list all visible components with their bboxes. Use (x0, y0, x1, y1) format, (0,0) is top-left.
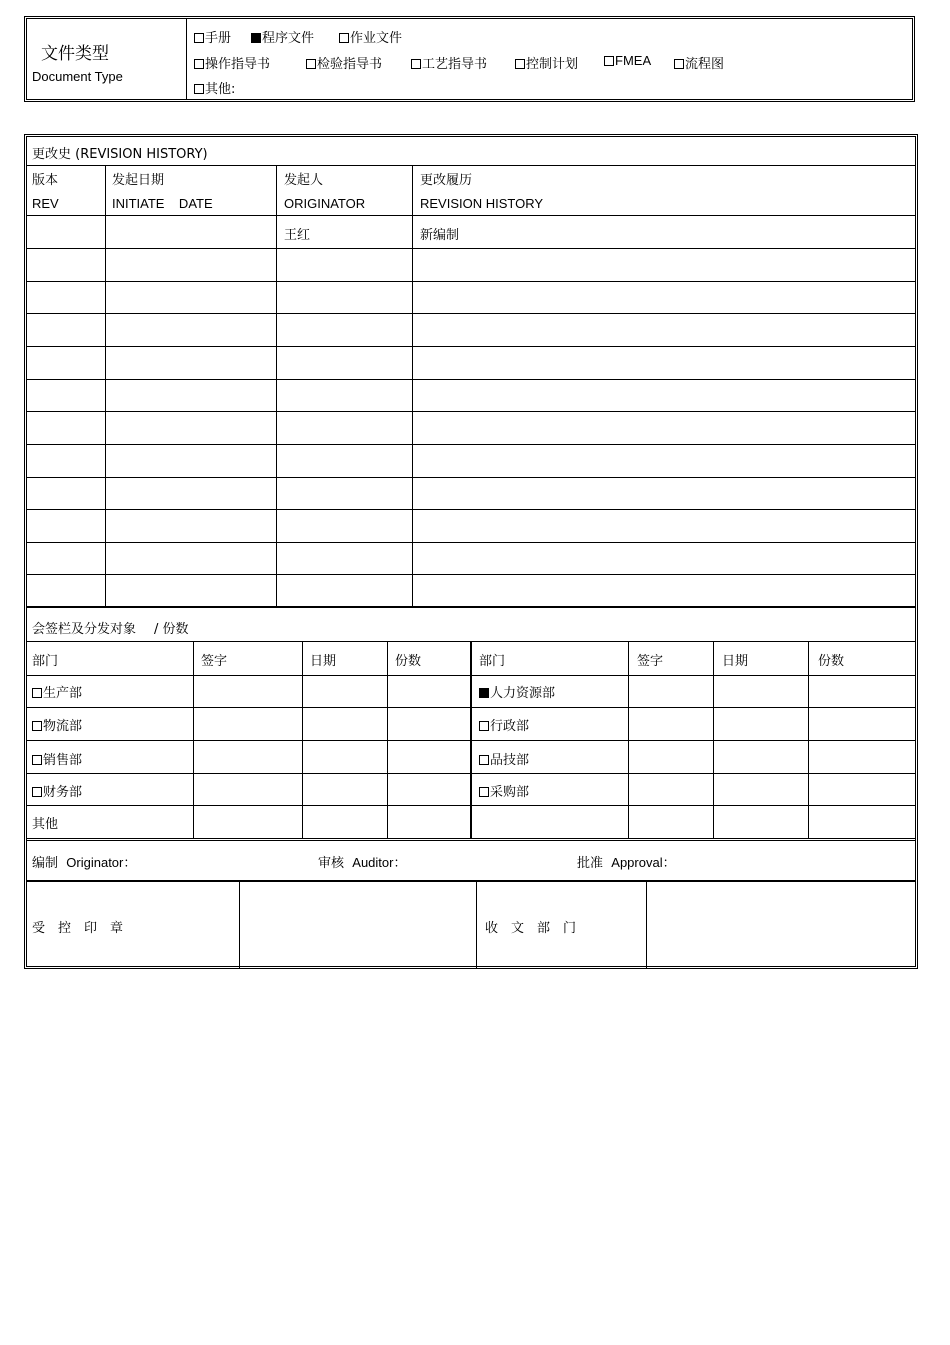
dept-logistics[interactable]: 物流部 (32, 715, 82, 734)
revision-history-title: 更改史 (REVISION HISTORY) (32, 147, 208, 162)
dept-quality-tech[interactable]: 品技部 (479, 749, 529, 768)
checkbox-icon[interactable] (515, 59, 525, 69)
checkbox-icon[interactable] (32, 787, 42, 797)
option-other[interactable]: 其他: (194, 78, 235, 97)
option-control-plan[interactable]: 控制计划 (515, 53, 578, 72)
originator-field[interactable]: 编制 Originator： (32, 855, 137, 871)
option-fmea[interactable]: FMEA (604, 53, 651, 68)
checkbox-icon[interactable] (194, 33, 204, 43)
dist-header-dept-right: 部门 (479, 654, 506, 669)
dept-hr[interactable]: 人力资源部 (479, 682, 555, 701)
checkbox-icon[interactable] (32, 688, 42, 698)
document-type-box (24, 16, 915, 102)
checkbox-icon[interactable] (479, 721, 489, 731)
checkbox-icon[interactable] (479, 755, 489, 765)
distribution-title: 会签栏及分发对象 / 份数 (32, 622, 189, 637)
checkbox-icon[interactable] (479, 787, 489, 797)
checkbox-icon[interactable] (194, 59, 204, 69)
header-date-cn: 发起日期 (112, 173, 165, 188)
header-date-en: INITIATE DATE (112, 196, 213, 211)
approval-field[interactable]: 批准 Approval： (577, 855, 676, 871)
table-cell-history[interactable]: 新编制 (420, 228, 460, 243)
document-type-title-en: Document Type (32, 69, 123, 84)
header-originator-en: ORIGINATOR (284, 196, 366, 211)
dept-sales[interactable]: 销售部 (32, 749, 82, 768)
header-history-cn: 更改履历 (420, 173, 473, 188)
receiving-department-label: 收 文 部 门 (485, 921, 577, 936)
option-work-file[interactable]: 作业文件 (339, 27, 402, 46)
checkbox-checked-icon[interactable] (479, 688, 489, 698)
dist-header-dept: 部门 (32, 654, 59, 669)
header-originator-cn: 发起人 (284, 173, 324, 188)
checkbox-icon[interactable] (604, 56, 614, 66)
dist-header-copies-right: 份数 (818, 654, 845, 669)
header-rev-cn: 版本 (32, 173, 59, 188)
document-type-title-cn: 文件类型 (41, 44, 109, 64)
dist-header-sign-right: 签字 (637, 654, 664, 669)
divider (27, 215, 915, 216)
dist-header-copies: 份数 (395, 654, 422, 669)
option-inspection-guide[interactable]: 检验指导书 (306, 53, 382, 72)
header-rev-en: REV (32, 196, 59, 211)
dept-other: 其他 (32, 817, 59, 832)
table-cell-originator[interactable]: 王红 (284, 228, 311, 243)
checkbox-icon[interactable] (194, 84, 204, 94)
dept-admin[interactable]: 行政部 (479, 715, 529, 734)
checkbox-checked-icon[interactable] (251, 33, 261, 43)
option-process-guide[interactable]: 工艺指导书 (411, 53, 487, 72)
checkbox-icon[interactable] (32, 755, 42, 765)
dist-header-date-right: 日期 (722, 654, 749, 669)
dept-production[interactable]: 生产部 (32, 682, 82, 701)
option-manual[interactable]: 手册 (194, 27, 231, 46)
revision-form (24, 134, 918, 969)
checkbox-icon[interactable] (306, 59, 316, 69)
header-history-en: REVISION HISTORY (420, 196, 544, 211)
checkbox-icon[interactable] (674, 59, 684, 69)
divider (27, 165, 915, 166)
dist-header-date: 日期 (310, 654, 337, 669)
dept-finance[interactable]: 财务部 (32, 781, 82, 800)
checkbox-icon[interactable] (411, 59, 421, 69)
document-type-label-cell (27, 19, 187, 99)
dist-header-sign: 签字 (201, 654, 228, 669)
option-flowchart[interactable]: 流程图 (674, 53, 724, 72)
controlled-seal-label: 受 控 印 章 (32, 921, 124, 936)
dept-purchasing[interactable]: 采购部 (479, 781, 529, 800)
option-procedure[interactable]: 程序文件 (251, 27, 314, 46)
auditor-field[interactable]: 审核 Auditor： (318, 855, 407, 871)
checkbox-icon[interactable] (339, 33, 349, 43)
option-operation-guide[interactable]: 操作指导书 (194, 53, 270, 72)
checkbox-icon[interactable] (32, 721, 42, 731)
